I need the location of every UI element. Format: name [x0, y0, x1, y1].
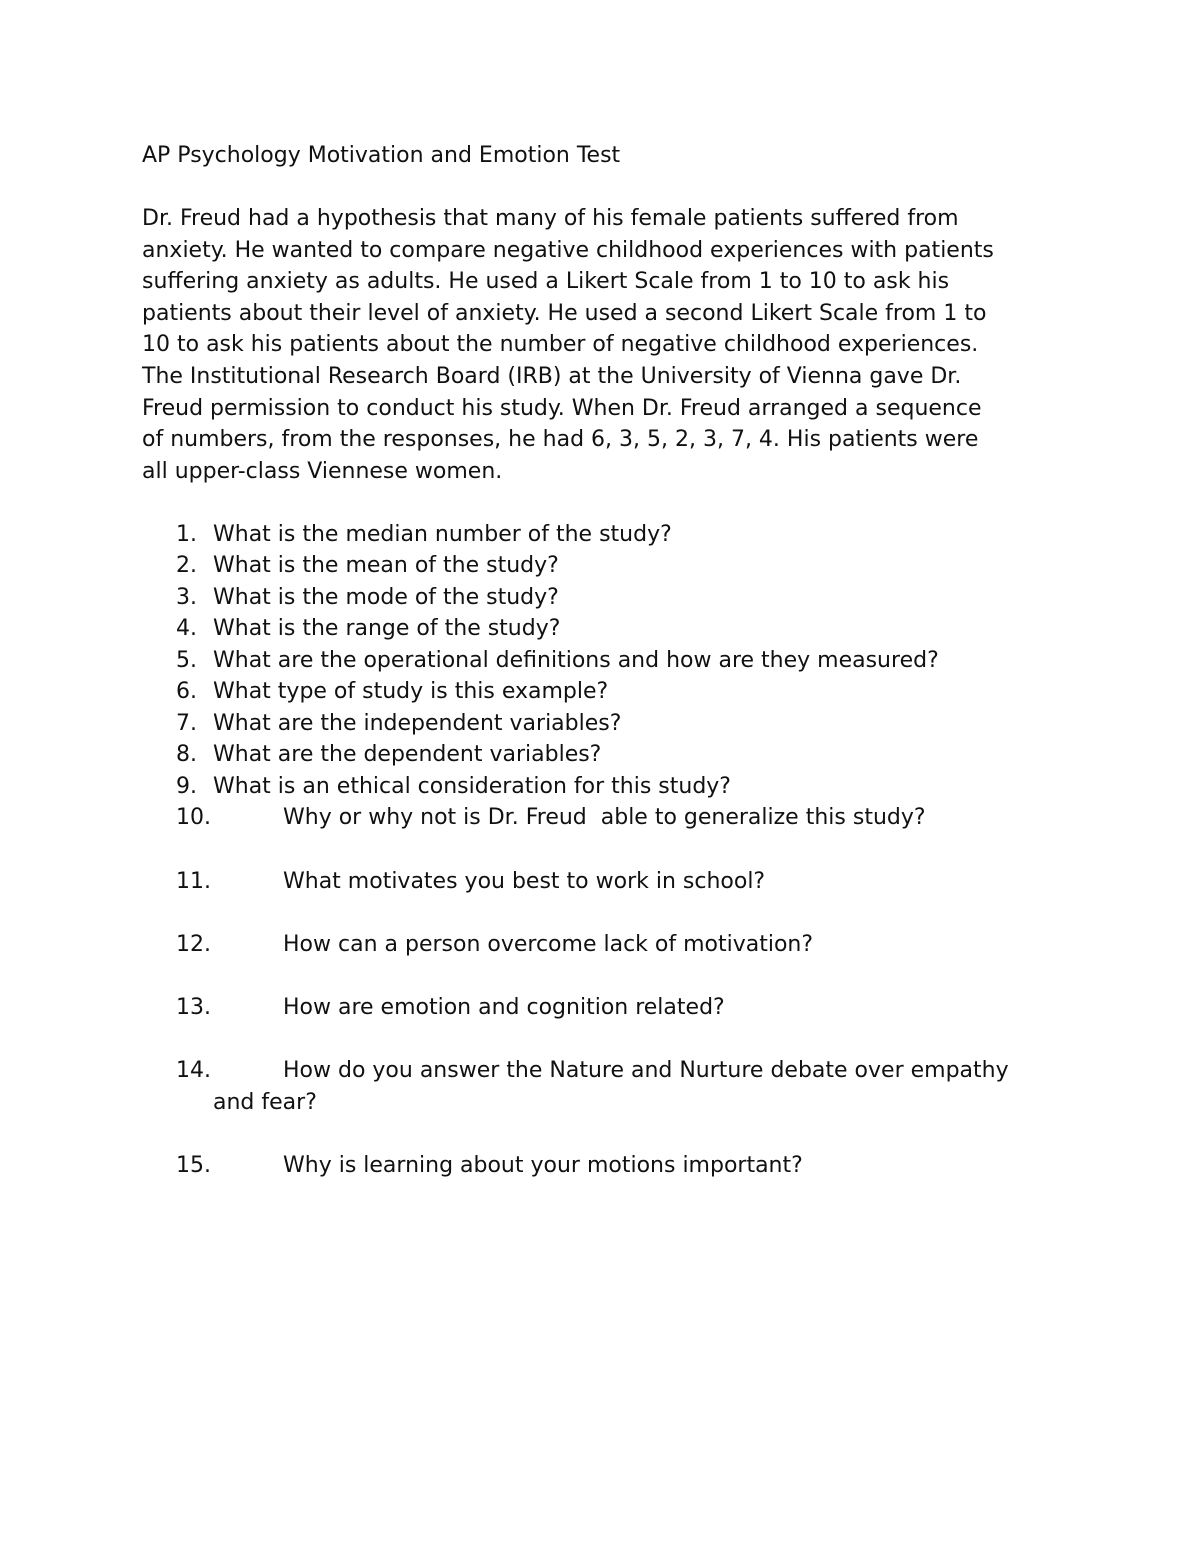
- question-item-7: [176, 708, 621, 740]
- paragraph-line: all upper-class Viennese women.: [142, 458, 503, 484]
- question-item-12: [176, 929, 813, 961]
- question-number: 14.: [176, 1058, 211, 1083]
- question-number: 10.: [176, 805, 211, 830]
- question-number: 2.: [176, 553, 197, 578]
- question-number: 4.: [176, 616, 197, 641]
- question-text: What are the independent variables?: [213, 711, 622, 736]
- question-text: How are emotion and cognition related?: [283, 995, 725, 1020]
- question-text: How can a person overcome lack of motivation?: [283, 932, 814, 957]
- question-item-1: [176, 519, 672, 551]
- question-item-4: [176, 613, 560, 645]
- paragraph-line: 10 to ask his patients about the number of negative childhood experiences.: [142, 332, 979, 358]
- question-number: 6.: [176, 679, 197, 704]
- paragraph-line: Freud permission to conduct his study. When Dr. Freud arranged a sequence: [142, 395, 982, 421]
- question-number: 15.: [176, 1153, 211, 1178]
- paragraph-line: anxiety. He wanted to compare negative childhood experiences with patients: [142, 237, 994, 263]
- question-text: How do you answer the Nature and Nurture debate over empathy: [283, 1058, 1009, 1083]
- paragraph-line: Dr. Freud had a hypothesis that many of his female patients suffered from: [142, 206, 959, 231]
- document-title: AP Psychology Motivation and Emotion Test: [142, 143, 621, 168]
- question-item-10: [176, 802, 926, 834]
- paragraph-line: of numbers, from the responses, he had 6, 3, 5, 2, 3, 7, 4. His patients were: [142, 427, 979, 453]
- question-item-15: [176, 1150, 803, 1182]
- paragraph-line: patients about their level of anxiety. He used a second Likert Scale from 1 to: [142, 300, 987, 326]
- question-text: What is the mode of the study?: [213, 585, 559, 610]
- question-text-continuation: and fear?: [213, 1089, 317, 1115]
- question-number: 1.: [176, 522, 197, 547]
- question-item-5: [176, 645, 939, 677]
- question-number: 11.: [176, 869, 211, 894]
- question-text: What motivates you best to work in school?: [283, 869, 766, 894]
- question-number: 3.: [176, 585, 197, 610]
- question-text: What are the operational definitions and how are they measured?: [213, 648, 939, 673]
- question-text: What is the mean of the study?: [213, 553, 559, 578]
- question-text: Why or why not is Dr. Freud able to generalize this study?: [283, 805, 926, 830]
- question-number: 12.: [176, 932, 211, 957]
- question-text: What is the range of the study?: [213, 616, 561, 641]
- question-text: Why is learning about your motions important?: [283, 1153, 803, 1178]
- question-item-6: [176, 676, 608, 708]
- paragraph-line: suffering anxiety as adults. He used a Likert Scale from 1 to 10 to ask his: [142, 269, 950, 295]
- question-item-13: [176, 992, 725, 1024]
- scenario-paragraph: [142, 203, 1082, 487]
- question-item-9: [176, 771, 731, 803]
- question-number: 8.: [176, 742, 197, 767]
- question-text: What type of study is this example?: [213, 679, 609, 704]
- question-item-14: [176, 1055, 1009, 1118]
- question-number: 5.: [176, 648, 197, 673]
- question-number: 13.: [176, 995, 211, 1020]
- question-text: What is an ethical consideration for this study?: [213, 774, 731, 799]
- paragraph-line: The Institutional Research Board (IRB) at the University of Vienna gave Dr.: [142, 363, 962, 389]
- question-item-3: [176, 582, 559, 614]
- question-item-11: [176, 866, 765, 898]
- question-text: What are the dependent variables?: [213, 742, 602, 767]
- question-number: 9.: [176, 774, 197, 799]
- question-text: What is the median number of the study?: [213, 522, 672, 547]
- question-item-2: [176, 550, 559, 582]
- question-item-8: [176, 739, 601, 771]
- question-number: 7.: [176, 711, 197, 736]
